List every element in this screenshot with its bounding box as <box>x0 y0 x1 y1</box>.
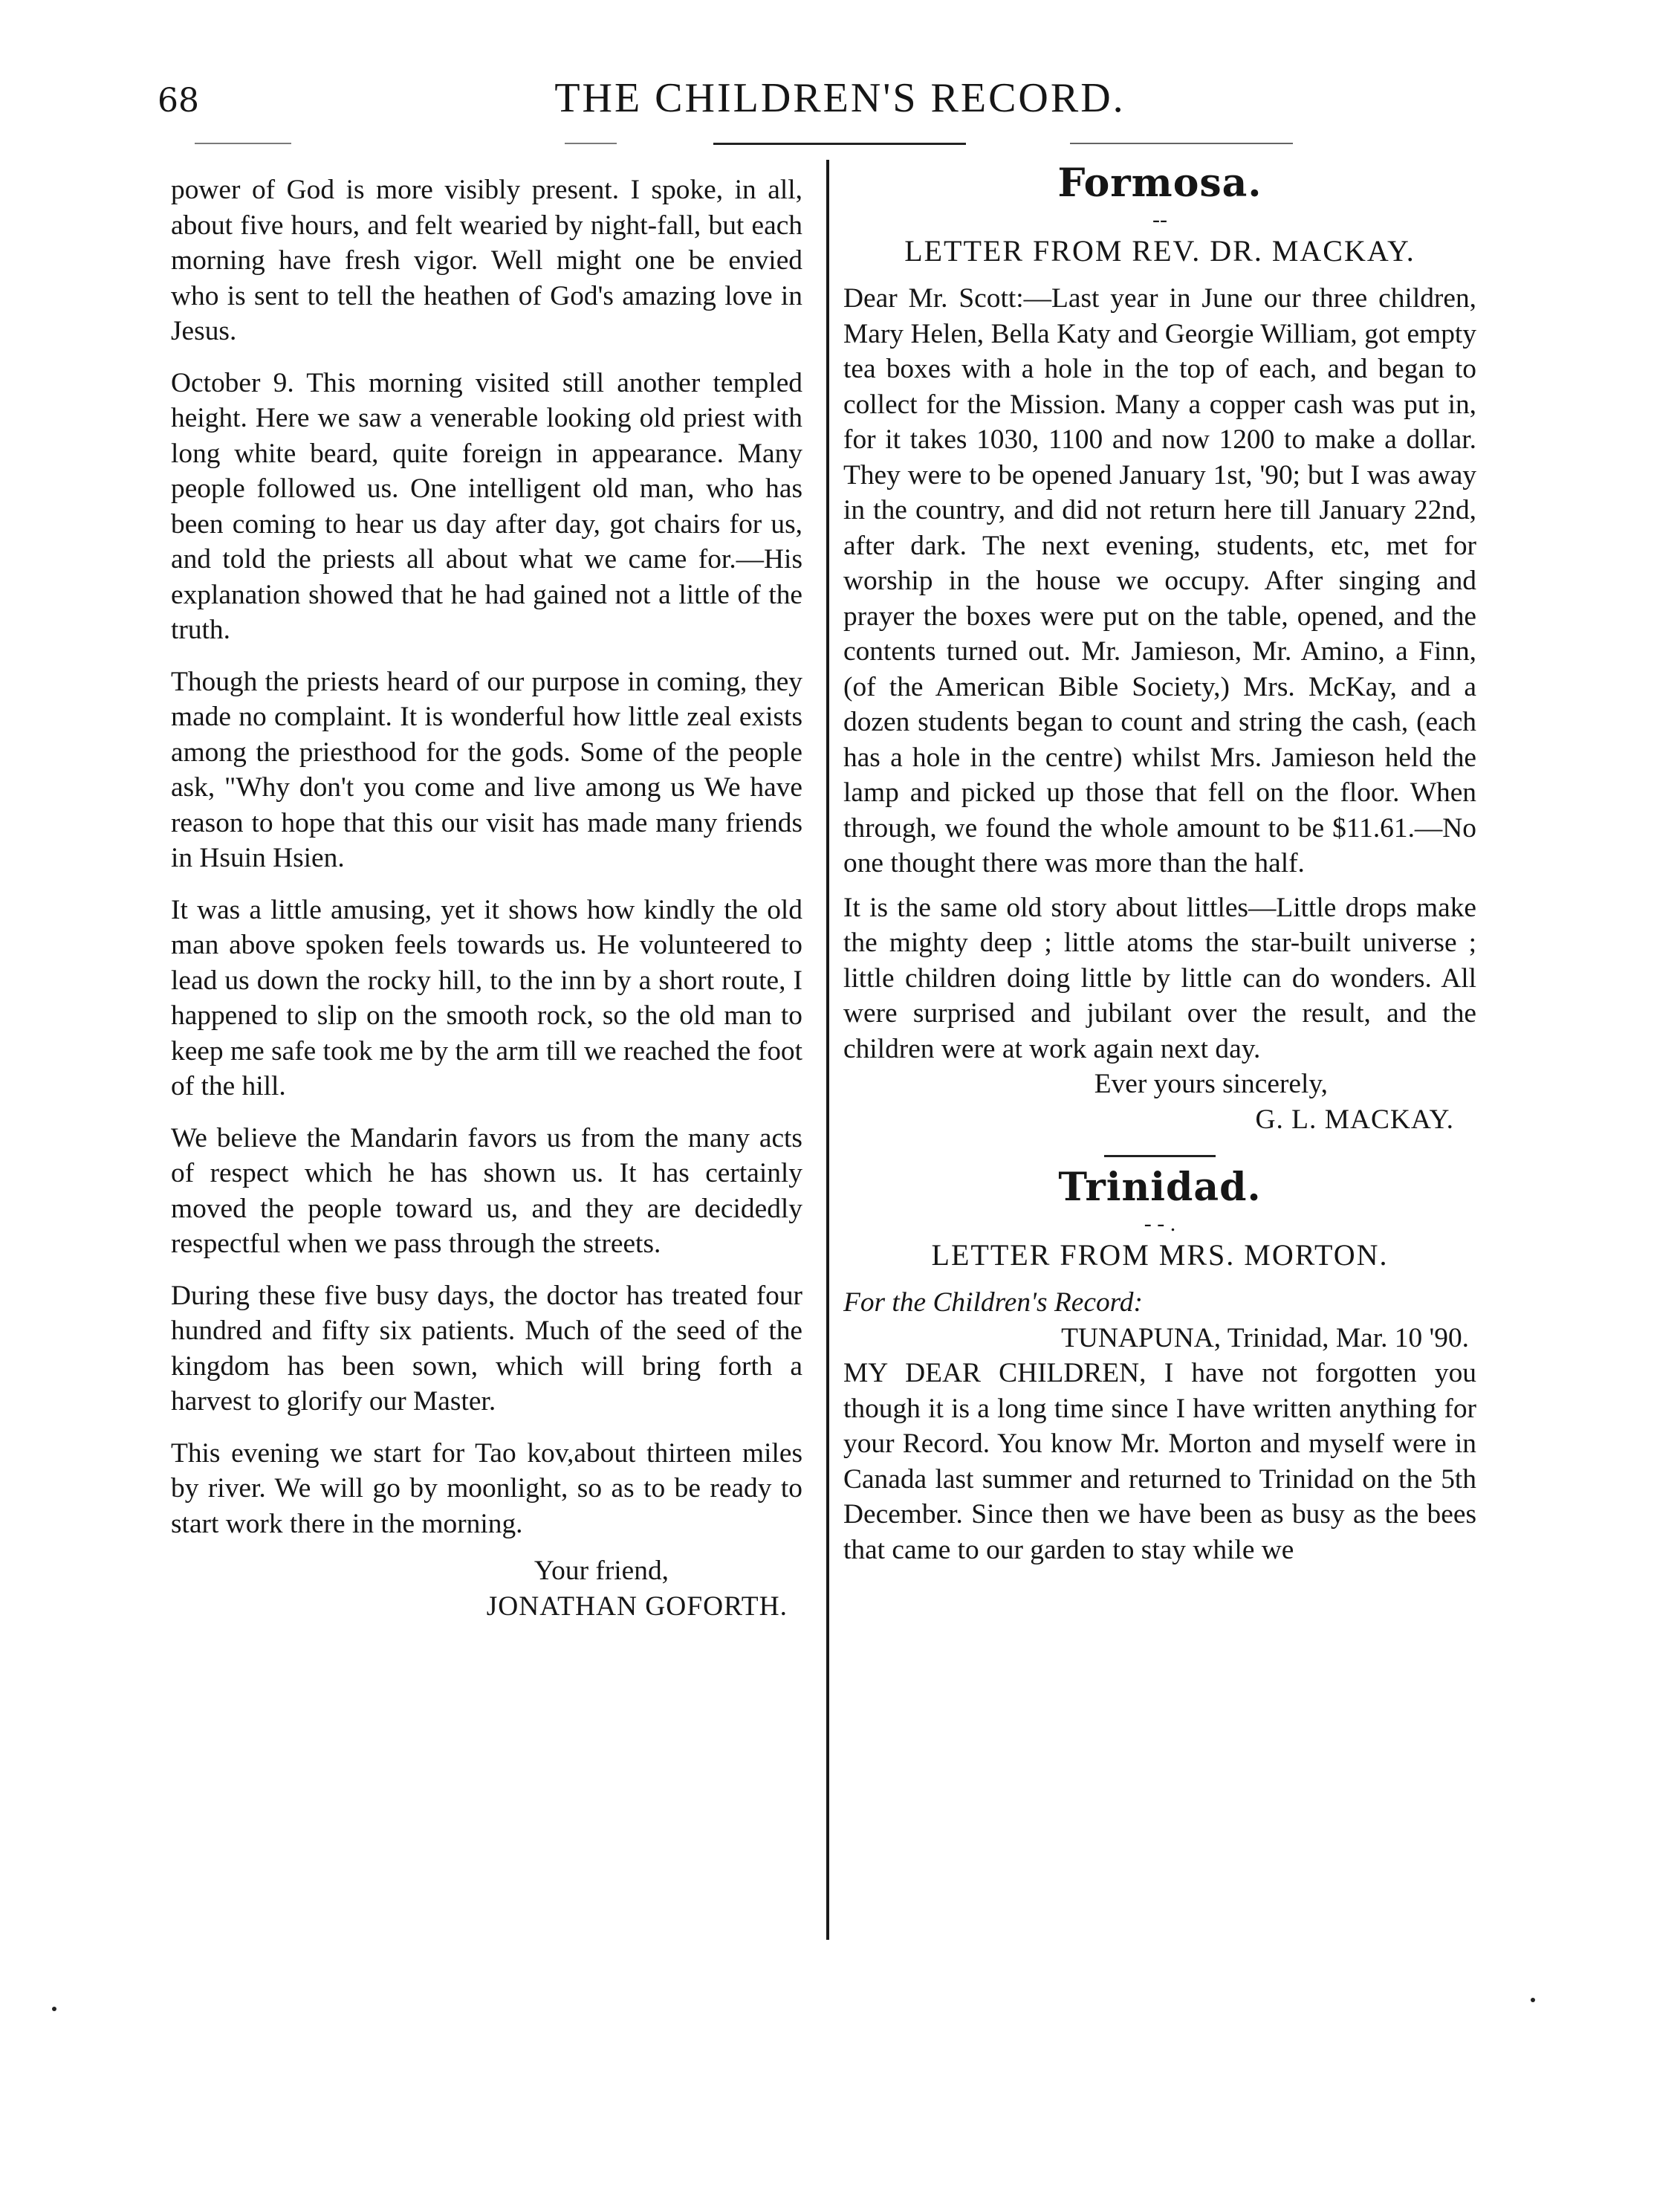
speck <box>1531 1998 1535 2002</box>
section-heading-formosa: Formosa. <box>1057 161 1262 206</box>
header-rule-right <box>1070 143 1293 144</box>
right-column <box>843 158 1476 1567</box>
byline: For the Children's Record: <box>843 1287 1143 1318</box>
letter-title-morton: LETTER FROM MRS. MORTON. <box>931 1238 1389 1272</box>
left-column <box>171 172 802 1624</box>
signature: G. L. MACKAY. <box>1255 1104 1454 1135</box>
paragraph: October 9. This morning visited still another templed height. Here we saw a venerable looking old priest with long white beard, quite foreign in appearance. Many people followed us. One intelligent old man, who has been coming to hear us day after day, got chairs for us, and told the priests all about what we came for.—His explanation showed that he had gained not a little of the truth. <box>171 367 802 645</box>
column-rule <box>826 160 829 1940</box>
paragraph: Dear Mr. Scott:—Last year in June our three children, Mary Helen, Bella Katy and Georgie William, got empty tea boxes with a hole in the top of each, and began to collect for the Mission. Many a copper cash was put in, for it takes 1030, 1100 and now 1200 to make a dollar. They were to be opened January 1st, '90; but I was away in the country, and did not return here till January 22nd, after dark. The next evening, students, etc, met for worship in the house we occupy. After singing and prayer the boxes were put on the table, opened, and the contents turned out. Mr. Jamieson, Mr. Amino, a Finn, (of the American Bible Society,) Mrs. McKay, and a dozen students began to count and string the cash, (each has a hole in the centre) whilst Mrs. Jamieson held the lamp and picked up those that fell on the floor. When through, we found the whole amount to be $11.61.—No one thought there was more than the half. <box>843 283 1476 878</box>
page-number: 68 <box>158 82 199 120</box>
closing: Ever yours sincerely, <box>1094 1069 1328 1099</box>
paragraph: It is the same old story about littles—Little drops make the mighty deep ; little atoms the star-built universe ; little children doing little by little can do wonders. All were surprised and jubilant over the result, and the children were at work again next day. <box>843 892 1476 1064</box>
header-rule-left <box>195 143 291 144</box>
paragraph: power of God is more visibly present. I spoke, in all, about five hours, and felt wearied by night-fall, but each morning have fresh vigor. Well might one be envied who is sent to tell the heathen of God's amazing love in Jesus. <box>171 175 802 346</box>
speck <box>52 2007 56 2011</box>
running-title: THE CHILDREN'S RECORD. <box>554 75 1126 121</box>
letter-title-mackay: LETTER FROM REV. DR. MACKAY. <box>904 234 1415 268</box>
paragraph: MY DEAR CHILDREN, I have not forgotten you though it is a long time since I have written anything for your Record. You know Mr. Morton and myself were in Canada last summer and returned to Trinidad on the 5th December. Since then we have been as busy as the bees that came to our garden to stay while we <box>843 1358 1476 1565</box>
dateline: TUNAPUNA, Trinidad, Mar. 10 '90. <box>1061 1322 1469 1353</box>
header-rule-mid <box>565 143 617 144</box>
closing: Your friend, <box>533 1556 669 1586</box>
signature: JONATHAN GOFORTH. <box>486 1590 788 1622</box>
paragraph: This evening we start for Tao kov,about thirteen miles by river. We will go by moonlight, so as to be ready to start work there in the morning. <box>171 1437 802 1539</box>
header-rule-center <box>713 143 966 145</box>
heading-ornament: - - . <box>1144 1211 1176 1236</box>
paragraph: We believe the Mandarin favors us from the many acts of respect which he has shown us. It has certainly moved the people toward us, and they are decidedly respectful when we pass through the streets. <box>171 1122 802 1259</box>
section-divider <box>1104 1155 1216 1157</box>
heading-ornament: -- <box>1152 207 1167 232</box>
section-heading-trinidad: Trinidad. <box>1058 1165 1262 1210</box>
paragraph: It was a little amusing, yet it shows how kindly the old man above spoken feels towards us. He volunteered to lead us down the rocky hill, to the inn by a short route, I happened to slip on the smooth rock, so the old man to keep me safe took me by the arm till we reached the foot of the hill. <box>171 894 802 1101</box>
paragraph: Though the priests heard of our purpose in coming, they made no complaint. It is wonderful how little zeal exists among the priesthood for the gods. Some of the people ask, "Why don't you come and live among us We have reason to hope that this our visit has made many friends in Hsuin Hsien. <box>171 666 802 873</box>
paragraph: During these five busy days, the doctor has treated four hundred and fifty six patients. Much of the seed of the kingdom has been sown, which will bring forth a harvest to glorify our Master. <box>171 1280 802 1417</box>
